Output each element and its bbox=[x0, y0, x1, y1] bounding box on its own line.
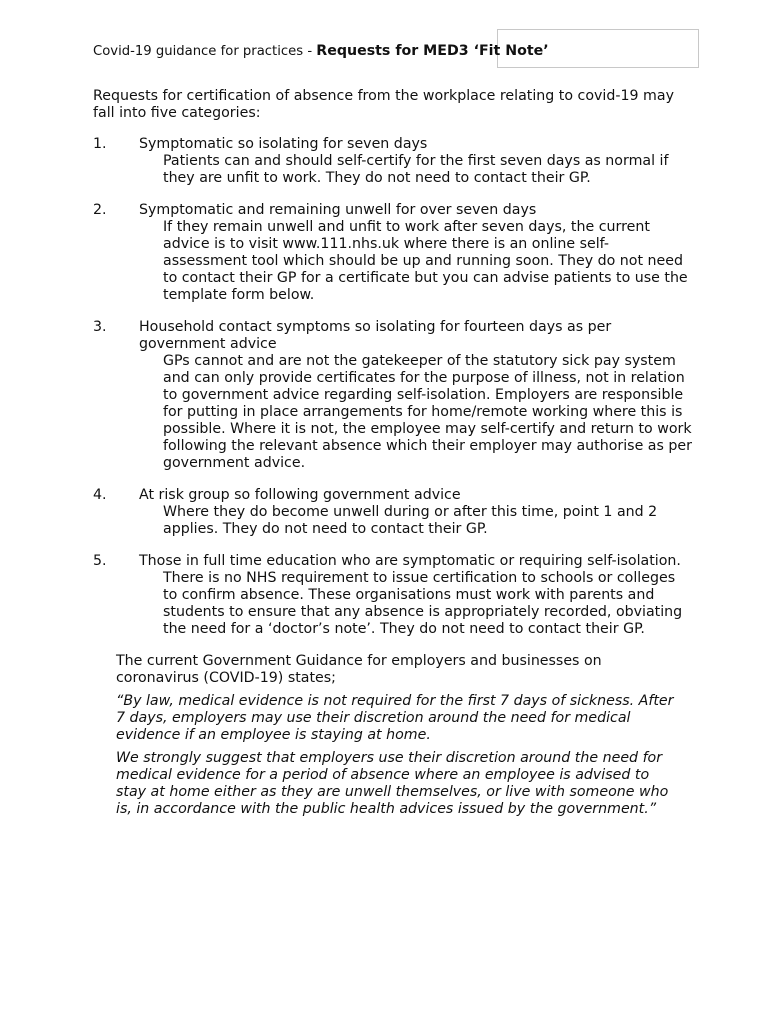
item-detail: Patients can and should self-certify for the first seven days as normal if they are unfit to work. They do not need to contact their GP. bbox=[163, 153, 669, 186]
document-body bbox=[93, 88, 693, 824]
item-detail: If they remain unwell and unfit to work after seven days, the current advice is to visit www.111.nhs.uk where there is an online self-assessment tool which should be up and running soon. They do not need to contact their GP for a certificate but you can advise patients to use the template form below. bbox=[163, 219, 688, 303]
page-header bbox=[93, 43, 549, 60]
item-detail: Where they do become unwell during or after this time, point 1 and 2 applies. They do not need to contact their GP. bbox=[163, 504, 658, 537]
item-detail: There is no NHS requirement to issue certification to schools or colleges to confirm absence. These organisations must work with parents and students to ensure that any absence is appropriately recorded, obviating the need for a ‘doctor’s note’. They do not need to contact their GP. bbox=[163, 570, 683, 637]
list-item bbox=[93, 487, 693, 538]
guidance-section bbox=[116, 653, 676, 818]
guidance-quote: “By law, medical evidence is not required for the first 7 days of sickness. After 7 days, employers may use their discretion around the need for medical evidence if an employee is staying at home. bbox=[116, 693, 674, 743]
item-heading: Household contact symptoms so isolating for fourteen days as per government advice bbox=[139, 319, 612, 352]
list-item bbox=[93, 319, 693, 472]
item-number: 1. bbox=[93, 136, 107, 152]
list-item bbox=[93, 553, 693, 638]
item-heading: Symptomatic so isolating for seven days bbox=[139, 136, 428, 152]
intro-paragraph: Requests for certification of absence from the workplace relating to covid-19 may fall into five categories: bbox=[93, 88, 674, 121]
item-number: 4. bbox=[93, 487, 107, 503]
item-heading: Symptomatic and remaining unwell for over seven days bbox=[139, 202, 537, 218]
guidance-statement: The current Government Guidance for employers and businesses on coronavirus (COVID-19) states; bbox=[116, 653, 602, 686]
list-item bbox=[93, 202, 693, 304]
item-number: 5. bbox=[93, 553, 107, 569]
guidance-quote: We strongly suggest that employers use their discretion around the need for medical evidence for a period of absence where an employee is advised to stay at home either as they are unwell themselves, or live with someone who is, in accordance with the public health advices issued by the government.” bbox=[116, 750, 669, 817]
item-heading: At risk group so following government advice bbox=[139, 487, 461, 503]
list-item bbox=[93, 136, 693, 187]
item-number: 3. bbox=[93, 319, 107, 335]
item-number: 2. bbox=[93, 202, 107, 218]
item-heading: Those in full time education who are symptomatic or requiring self-isolation. bbox=[139, 553, 681, 569]
item-detail: GPs cannot and are not the gatekeeper of the statutory sick pay system and can only provide certificates for the purpose of illness, not in relation to government advice regarding self-isolation. Employers are responsible for putting in place arrangements for home/remote working where this is possible. Where it is not, the employee may self-certify and return to work following the relevant absence which their employer may authorise as per government advice. bbox=[163, 353, 692, 471]
header-title: Requests for MED3 ‘Fit Note’ bbox=[316, 43, 549, 59]
header-prefix: Covid-19 guidance for practices - bbox=[93, 44, 317, 59]
